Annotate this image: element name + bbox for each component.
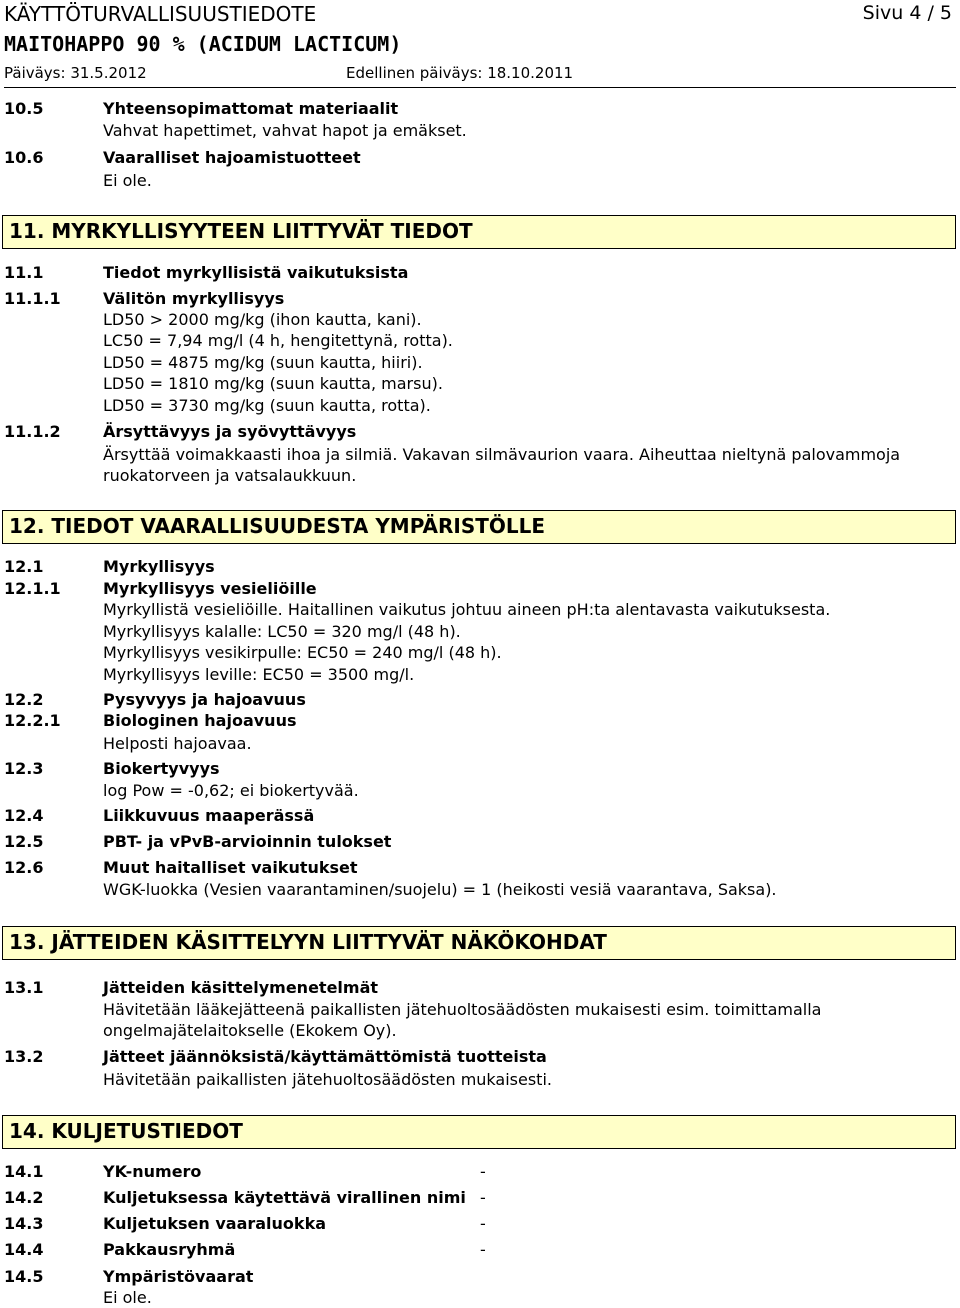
section-number: 11.1.1 [4,289,61,308]
tox-value: LD50 = 3730 mg/kg (suun kautta, rotta). [103,396,431,415]
section-14-header: 14. KULJETUSTIEDOT [2,1115,956,1149]
tox-value: LD50 = 1810 mg/kg (suun kautta, marsu). [103,374,443,393]
product-name: MAITOHAPPO 90 % (ACIDUM LACTICUM) [4,32,402,56]
section-12-header: 12. TIEDOT VAARALLISUUDESTA YMPÄRISTÖLLE [2,510,956,544]
transport-value: - [480,1240,486,1259]
subsection-heading: Ympäristövaarat [103,1267,254,1286]
subsection-heading: PBT- ja vPvB-arvioinnin tulokset [103,832,392,851]
section-number: 14.1 [4,1162,44,1181]
subsection-heading: Pysyvyys ja hajoavuus [103,690,306,709]
header-divider [4,87,956,88]
section-number: 10.5 [4,99,44,118]
subsection-text: Hävitetään paikallisten jätehuoltosäädösten mukaisesti. [103,1070,552,1089]
subsection-heading: Liikkuvuus maaperässä [103,806,315,825]
section-number: 12.2.1 [4,711,61,730]
section-number: 13.2 [4,1047,44,1066]
section-number: 14.5 [4,1267,44,1286]
transport-value: - [480,1162,486,1181]
subsection-text: WGK-luokka (Vesien vaarantaminen/suojelu) = 1 (heikosti vesiä vaarantava, Saksa). [103,880,777,899]
subsection-heading: Välitön myrkyllisyys [103,289,285,308]
section-number: 12.2 [4,690,44,709]
aquatic-text: Myrkyllistä vesieliöille. Haitallinen vaikutus johtuu aineen pH:ta alentavasta vaikutuksesta. [103,600,831,619]
transport-label: Pakkausryhmä [103,1240,236,1259]
section-number: 12.3 [4,759,44,778]
previous-date: Edellinen päiväys: 18.10.2011 [346,64,574,82]
section-number: 12.6 [4,858,44,877]
subsection-text: Helposti hajoavaa. [103,734,252,753]
transport-value: - [480,1188,486,1207]
subsection-heading: Biokertyvyys [103,759,220,778]
aquatic-text: Myrkyllisyys vesikirpulle: EC50 = 240 mg/l (48 h). [103,643,502,662]
subsection-text: Hävitetään lääkejätteenä paikallisten jätehuoltosäädösten mukaisesti esim. toimittamalla ongelmajätelaitokselle (Ekokem Oy). [103,1000,822,1040]
transport-label: Kuljetuksessa käytettävä virallinen nimi [103,1188,466,1207]
document-title: KÄYTTÖTURVALLISUUSTIEDOTE [4,2,317,26]
section-number: 14.3 [4,1214,44,1233]
section-number: 10.6 [4,148,44,167]
section-number: 12.4 [4,806,44,825]
section-13-header: 13. JÄTTEIDEN KÄSITTELYYN LIITTYVÄT NÄKÖKOHDAT [2,926,956,960]
section-number: 14.4 [4,1240,44,1259]
subsection-heading: Vaaralliset hajoamistuotteet [103,148,361,167]
section-number: 11.1.2 [4,422,61,441]
section-number: 12.5 [4,832,44,851]
aquatic-text: Myrkyllisyys leville: EC50 = 3500 mg/l. [103,665,415,684]
subsection-heading: Ärsyttävyys ja syövyttävyys [103,422,357,441]
section-number: 12.1.1 [4,579,61,598]
subsection-heading: Jätteet jäännöksistä/käyttämättömistä tuotteista [103,1047,547,1066]
section-number: 14.2 [4,1188,44,1207]
section-11-header: 11. MYRKYLLISYYTEEN LIITTYVÄT TIEDOT [2,215,956,249]
transport-label: Kuljetuksen vaaraluokka [103,1214,326,1233]
aquatic-text: Myrkyllisyys kalalle: LC50 = 320 mg/l (48 h). [103,622,461,641]
tox-value: LD50 = 4875 mg/kg (suun kautta, hiiri). [103,353,423,372]
transport-label: YK-numero [103,1162,202,1181]
subsection-text: Ärsyttää voimakkaasti ihoa ja silmiä. Vakavan silmävaurion vaara. Aiheuttaa nieltynä palovammoja ruokatorveen ja vatsalaukkuun. [103,445,901,485]
subsection-text: Ei ole. [103,1288,152,1307]
section-number: 11.1 [4,263,44,282]
subsection-text: Ei ole. [103,171,152,190]
subsection-text: Vahvat hapettimet, vahvat hapot ja emäkset. [103,121,467,140]
subsection-heading: Muut haitalliset vaikutukset [103,858,358,877]
subsection-heading: Tiedot myrkyllisistä vaikutuksista [103,263,409,282]
subsection-heading: Biologinen hajoavuus [103,711,297,730]
document-date: Päiväys: 31.5.2012 [4,64,147,82]
tox-value: LC50 = 7,94 mg/l (4 h, hengitettynä, rotta). [103,331,453,350]
subsection-heading: Myrkyllisyys vesieliöille [103,579,317,598]
page-number: Sivu 4 / 5 [862,2,952,24]
section-number: 13.1 [4,978,44,997]
subsection-heading: Myrkyllisyys [103,557,215,576]
transport-value: - [480,1214,486,1233]
subsection-heading: Yhteensopimattomat materiaalit [103,99,399,118]
subsection-text: log Pow = -0,62; ei biokertyvää. [103,781,359,800]
subsection-heading: Jätteiden käsittelymenetelmät [103,978,379,997]
section-number: 12.1 [4,557,44,576]
tox-value: LD50 > 2000 mg/kg (ihon kautta, kani). [103,310,422,329]
